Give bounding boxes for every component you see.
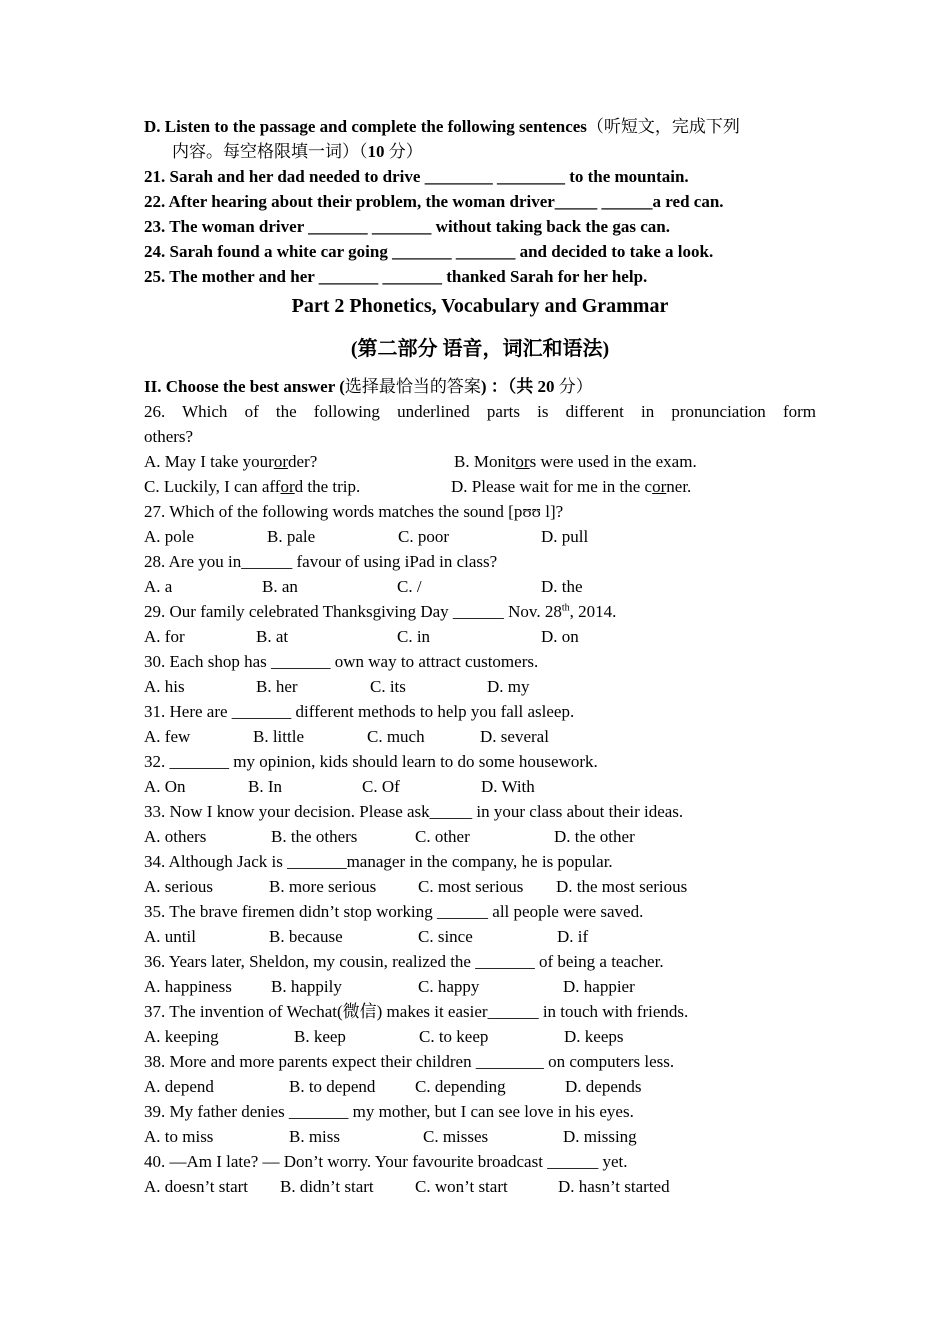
option-c: C. its <box>370 677 406 696</box>
section-d-heading: D. Listen to the passage and complete the following sentences（听短文，完成下列 <box>144 117 740 136</box>
question-25: 25. The mother and her _______ _______ thanked Sarah for her help. <box>144 267 648 286</box>
option-d: D. hasn’t started <box>558 1177 670 1196</box>
question-35-stem: 35. The brave firemen didn’t stop working ______ all people were saved. <box>144 902 644 921</box>
question-26-options-cd <box>144 474 816 499</box>
option-a: A. happiness <box>144 977 232 996</box>
option-c: C. in <box>397 627 431 646</box>
option-d: D. keeps <box>564 1027 624 1046</box>
exam-page <box>144 114 816 1199</box>
question-29-options <box>144 624 816 649</box>
question-39-stem: 39. My father denies _______ my mother, but I can see love in his eyes. <box>144 1102 634 1121</box>
option-b: B. an <box>262 577 298 596</box>
section-ii-heading: II. Choose the best answer (选择最恰当的答案) ：（共 20 分） <box>144 377 593 396</box>
option-c: C. most serious <box>418 877 524 896</box>
question-30-options <box>144 674 816 699</box>
question-37-stem: 37. The invention of Wechat(微信) makes it easier______ in touch with friends. <box>144 1002 689 1021</box>
question-38-options <box>144 1074 816 1099</box>
option-d: D. on <box>541 627 579 646</box>
option-c: C. since <box>418 927 473 946</box>
option-a: A. his <box>144 677 185 696</box>
option-c: C. happy <box>418 977 480 996</box>
option-b: B. keep <box>294 1027 346 1046</box>
question-26-options-ab <box>144 449 816 474</box>
option-b: B. pale <box>267 527 316 546</box>
question-34-stem: 34. Although Jack is _______manager in the company, he is popular. <box>144 852 613 871</box>
option-a: A. to miss <box>144 1127 214 1146</box>
option-b: B. happily <box>271 977 342 996</box>
option-d: D. my <box>487 677 530 696</box>
option-a: A. until <box>144 927 196 946</box>
option-c: C. won’t start <box>415 1177 508 1196</box>
option-b: B. to depend <box>289 1077 376 1096</box>
question-34-options <box>144 874 816 899</box>
option-c: C. depending <box>415 1077 506 1096</box>
question-36-stem: 36. Years later, Sheldon, my cousin, realized the _______ of being a teacher. <box>144 952 664 971</box>
option-c: C. poor <box>398 527 449 546</box>
section-d-heading-cont: 内容。每空格限填一词）（10 分） <box>172 142 423 161</box>
question-31-options <box>144 724 816 749</box>
question-31-stem: 31. Here are _______ different methods to help you fall asleep. <box>144 702 575 721</box>
option-d: D. pull <box>541 527 589 546</box>
option-a: A. pole <box>144 527 195 546</box>
option-a: A. for <box>144 627 185 646</box>
question-33-options <box>144 824 816 849</box>
option-c: C. to keep <box>419 1027 489 1046</box>
question-27-options <box>144 524 816 549</box>
question-29-stem: 29. Our family celebrated Thanksgiving Day ______ Nov. 28th, 2014. <box>144 602 617 621</box>
option-d: D. the most serious <box>556 877 688 896</box>
question-40-options <box>144 1174 816 1199</box>
question-39-options <box>144 1124 816 1149</box>
question-22: 22. After hearing about their problem, the woman driver_____ ______a red can. <box>144 192 724 211</box>
part2-title: Part 2 Phonetics, Vocabulary and Grammar <box>291 295 669 317</box>
option-d: D. the other <box>554 827 635 846</box>
option-a: A. On <box>144 777 186 796</box>
question-21: 21. Sarah and her dad needed to drive ________ ________ to the mountain. <box>144 167 689 186</box>
option-a: A. others <box>144 827 207 846</box>
option-b: B. didn’t start <box>280 1177 374 1196</box>
option-b: B. Monitors were used in the exam. <box>454 452 697 471</box>
option-a: A. depend <box>144 1077 214 1096</box>
option-d: D. the <box>541 577 583 596</box>
question-30-stem: 30. Each shop has _______ own way to attract customers. <box>144 652 539 671</box>
option-c: C. other <box>415 827 470 846</box>
option-b: B. her <box>256 677 298 696</box>
question-28-stem: 28. Are you in______ favour of using iPad in class? <box>144 552 498 571</box>
option-d: D. missing <box>563 1127 637 1146</box>
option-c: C. / <box>397 577 422 596</box>
question-26-stem-cont: others? <box>144 427 194 446</box>
question-32-stem: 32. _______ my opinion, kids should learn to do some housework. <box>144 752 598 771</box>
option-b: B. more serious <box>269 877 377 896</box>
question-26-stem: 26. Which of the following underlined parts is different in pronunciation form <box>144 402 816 421</box>
option-a: A. doesn’t start <box>144 1177 249 1196</box>
option-d: D. if <box>557 927 589 946</box>
option-a: A. serious <box>144 877 213 896</box>
question-35-options <box>144 924 816 949</box>
option-b: B. at <box>256 627 289 646</box>
option-c: C. much <box>367 727 425 746</box>
question-37-options <box>144 1024 816 1049</box>
option-a: A. few <box>144 727 191 746</box>
question-33-stem: 33. Now I know your decision. Please ask_____ in your class about their ideas. <box>144 802 684 821</box>
option-b: B. In <box>248 777 282 796</box>
question-40-stem: 40. —Am I late? — Don’t worry. Your favourite broadcast ______ yet. <box>144 1152 628 1171</box>
option-b: B. little <box>253 727 304 746</box>
option-b: B. because <box>269 927 343 946</box>
question-23: 23. The woman driver _______ _______ without taking back the gas can. <box>144 217 670 236</box>
question-28-options <box>144 574 816 599</box>
option-c: C. misses <box>423 1127 489 1146</box>
option-b: B. miss <box>289 1127 341 1146</box>
part2-subtitle: (第二部分 语音，词汇和语法) <box>350 338 610 360</box>
option-c: C. Luckily, I can afford the trip. <box>144 477 361 496</box>
option-d: D. With <box>481 777 535 796</box>
option-a: A. keeping <box>144 1027 219 1046</box>
option-d: D. happier <box>563 977 635 996</box>
option-d: D. Please wait for me in the corner. <box>451 477 692 496</box>
option-d: D. several <box>480 727 549 746</box>
question-27-stem: 27. Which of the following words matches the sound [pʊʊ l]? <box>144 502 564 521</box>
option-d: D. depends <box>565 1077 642 1096</box>
option-a: A. a <box>144 577 173 596</box>
option-b: B. the others <box>271 827 358 846</box>
option-a: A. May I take yourorder? <box>144 452 318 471</box>
question-38-stem: 38. More and more parents expect their children ________ on computers less. <box>144 1052 675 1071</box>
option-c: C. Of <box>362 777 400 796</box>
question-24: 24. Sarah found a white car going _______ _______ and decided to take a look. <box>144 242 714 261</box>
question-32-options <box>144 774 816 799</box>
question-36-options <box>144 974 816 999</box>
